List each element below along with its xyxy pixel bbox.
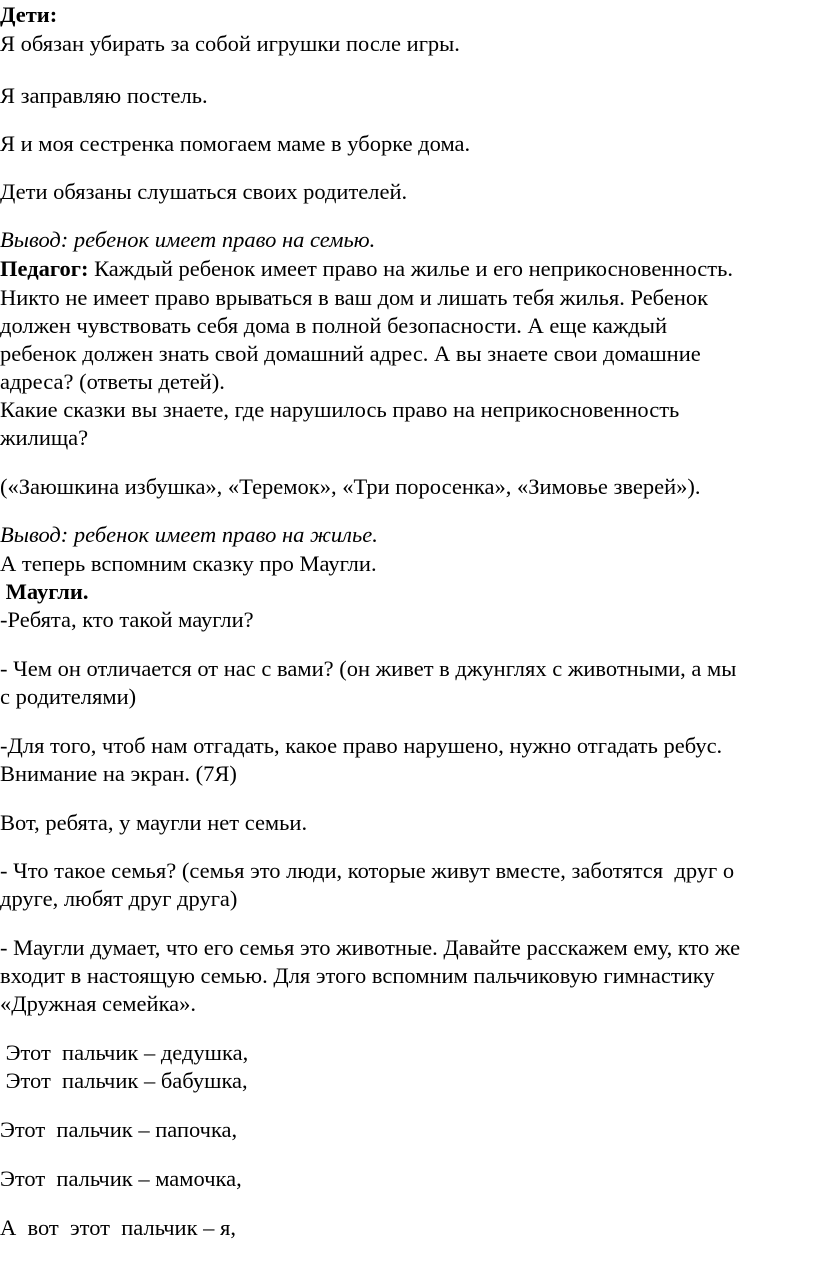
teacher-text: Каждый ребенок имеет право на жилье и его неприкосновенность. bbox=[88, 256, 733, 281]
paragraph-line: адреса? (ответы детей). bbox=[0, 369, 225, 394]
paragraph-line: - Маугли думает, что его семья это животные. Давайте расскажем ему, кто же bbox=[0, 935, 741, 960]
conclusion-housing: Вывод: ребенок имеет право на жилье. bbox=[0, 522, 378, 547]
paragraph-line: - Что такое семья? (семья это люди, которые живут вместе, заботятся друг о bbox=[0, 858, 735, 883]
child-line-3: Я и моя сестренка помогаем маме в уборке дома. bbox=[0, 131, 471, 156]
poem-line: А вот этот пальчик – я, bbox=[0, 1215, 236, 1240]
question-line: Какие сказки вы знаете, где нарушилось право на неприкосновенность bbox=[0, 397, 680, 422]
fairy-tales-list: («Заюшкина избушка», «Теремок», «Три поросенка», «Зимовье зверей»). bbox=[0, 474, 701, 499]
paragraph-line: входит в настоящую семью. Для этого вспомним пальчиковую гимнастику bbox=[0, 963, 715, 988]
heading-children: Дети: bbox=[0, 2, 58, 27]
paragraph-line: -Для того, чтоб нам отгадать, какое право нарушено, нужно отгадать ребус. bbox=[0, 733, 723, 758]
child-line-1: Я обязан убирать за собой игрушки после игры. bbox=[0, 31, 460, 56]
paragraph-line: Внимание на экран. (7Я) bbox=[0, 761, 237, 786]
question-line: - Чем он отличается от нас с вами? (он живет в джунглях с животными, а мы bbox=[0, 656, 737, 681]
paragraph-line: друге, любят друг друга) bbox=[0, 886, 238, 911]
poem-line: Этот пальчик – мамочка, bbox=[0, 1166, 242, 1191]
paragraph-line: А теперь вспомним сказку про Маугли. bbox=[0, 551, 377, 576]
poem-line: Этот пальчик – дедушка, bbox=[0, 1040, 249, 1065]
question-line: -Ребята, кто такой маугли? bbox=[0, 607, 254, 632]
teacher-label: Педагог: bbox=[0, 256, 89, 281]
paragraph-line: ребенок должен знать свой домашний адрес. А вы знаете свои домашние bbox=[0, 341, 701, 366]
paragraph-line: Никто не имеет право врываться в ваш дом и лишать тебя жилья. Ребенок bbox=[0, 285, 709, 310]
poem-line: Этот пальчик – бабушка, bbox=[0, 1068, 248, 1093]
question-line: жилища? bbox=[0, 425, 89, 450]
child-line-4: Дети обязаны слушаться своих родителей. bbox=[0, 179, 408, 204]
paragraph-line: «Дружная семейка». bbox=[0, 991, 197, 1016]
teacher-line bbox=[0, 258, 733, 281]
child-line-2: Я заправляю постель. bbox=[0, 83, 208, 108]
heading-mowgli: Маугли. bbox=[0, 579, 89, 604]
poem-line: Этот пальчик – папочка, bbox=[0, 1117, 238, 1142]
question-line: с родителями) bbox=[0, 684, 137, 709]
paragraph-line: Вот, ребята, у маугли нет семьи. bbox=[0, 810, 308, 835]
conclusion-family: Вывод: ребенок имеет право на семью. bbox=[0, 227, 376, 252]
paragraph-line: должен чувствовать себя дома в полной безопасности. А еще каждый bbox=[0, 313, 668, 338]
